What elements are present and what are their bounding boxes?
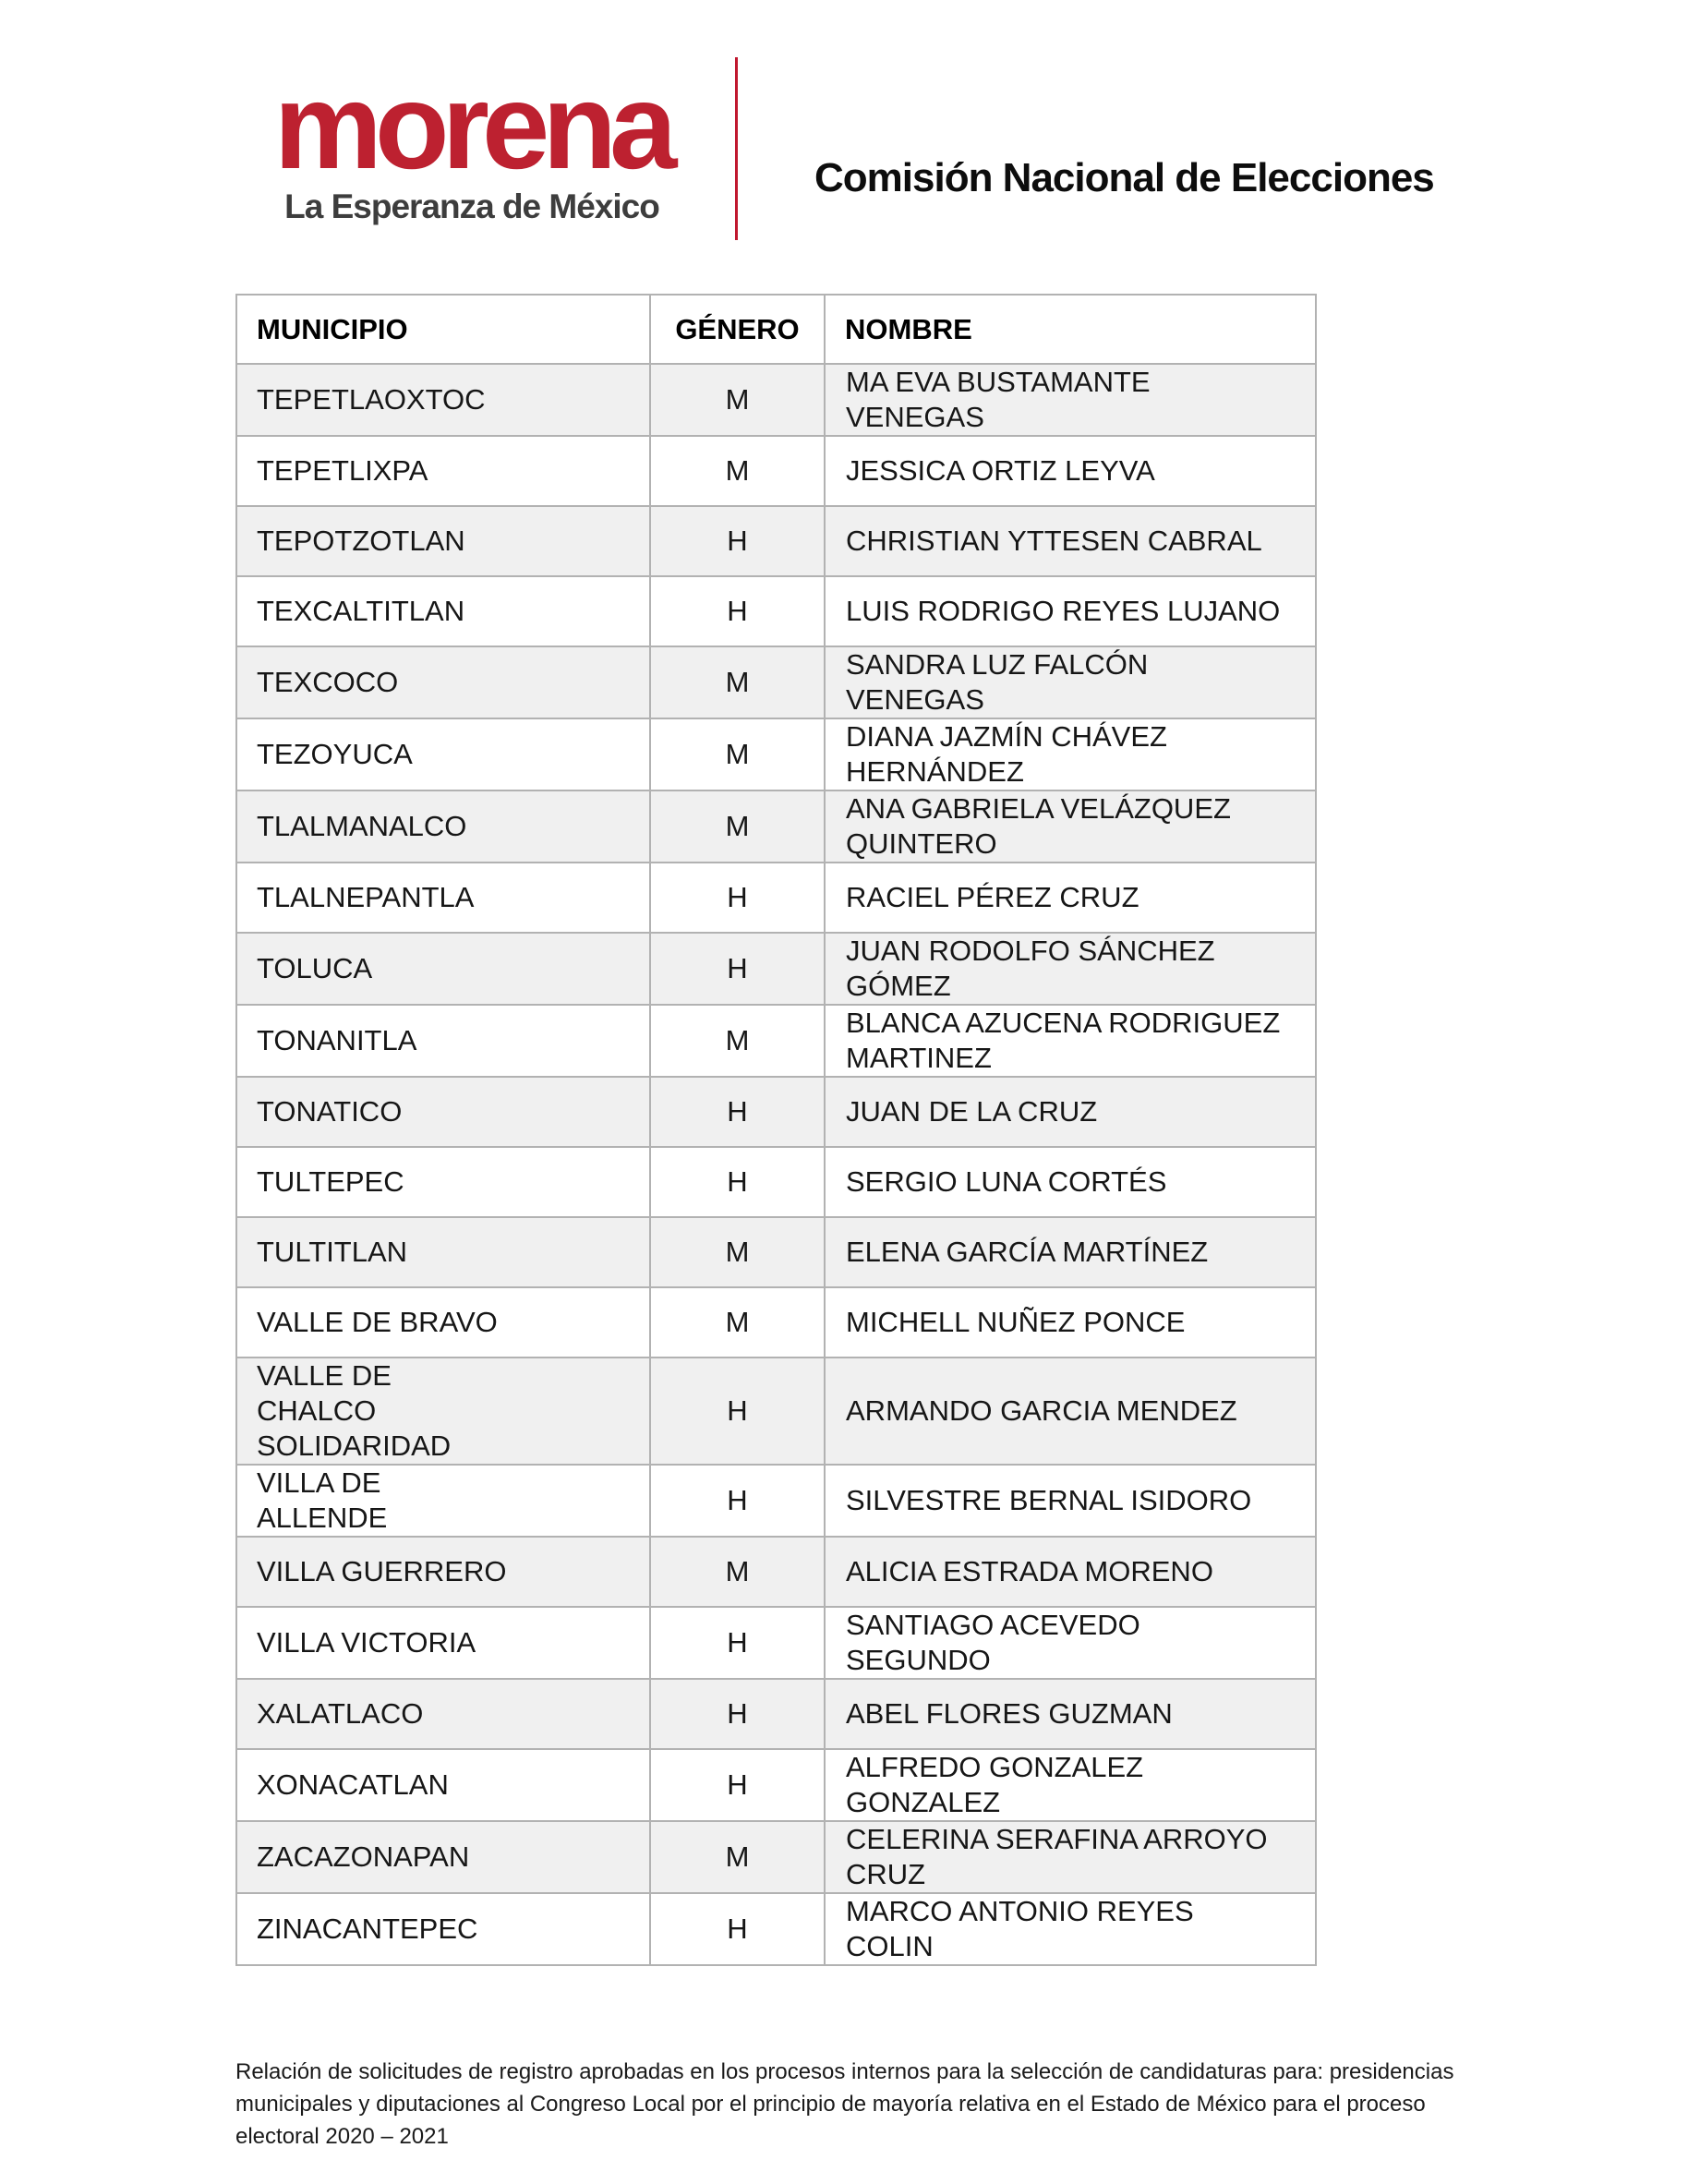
municipio-cell: TEPOTZOTLAN	[236, 506, 650, 576]
municipio-cell: TOLUCA	[236, 933, 650, 1005]
morena-logo	[273, 58, 670, 225]
nombre-cell: ALFREDO GONZALEZ GONZALEZ	[825, 1749, 1316, 1821]
table-row	[236, 1679, 1316, 1749]
genero-cell: H	[650, 863, 825, 933]
municipio-cell: TEPETLAOXTOC	[236, 364, 650, 436]
genero-cell: M	[650, 1287, 825, 1357]
nombre-cell: CELERINA SERAFINA ARROYO CRUZ	[825, 1821, 1316, 1893]
table-row	[236, 790, 1316, 863]
municipio-cell: TEXCALTITLAN	[236, 576, 650, 646]
nombre-cell: LUIS RODRIGO REYES LUJANO	[825, 576, 1316, 646]
nombre-cell: SERGIO LUNA CORTÉS	[825, 1147, 1316, 1217]
table-row	[236, 436, 1316, 506]
nombre-cell: MICHELL NUÑEZ PONCE	[825, 1287, 1316, 1357]
municipio-cell: VALLE DE BRAVO	[236, 1287, 650, 1357]
table-row	[236, 1607, 1316, 1679]
nombre-cell: MA EVA BUSTAMANTE VENEGAS	[825, 364, 1316, 436]
genero-cell: H	[650, 1893, 825, 1965]
municipio-cell: XALATLACO	[236, 1679, 650, 1749]
genero-cell: H	[650, 933, 825, 1005]
genero-cell: H	[650, 1679, 825, 1749]
table-body	[236, 364, 1316, 1965]
table-row	[236, 1893, 1316, 1965]
genero-cell: M	[650, 436, 825, 506]
brand-header	[0, 0, 1688, 277]
genero-cell: M	[650, 1005, 825, 1077]
genero-cell: H	[650, 1357, 825, 1465]
table-row	[236, 1357, 1316, 1465]
column-header-genero: GÉNERO	[650, 295, 825, 364]
municipio-cell: TLALNEPANTLA	[236, 863, 650, 933]
municipio-cell: VILLA GUERRERO	[236, 1537, 650, 1607]
footer-note: Relación de solicitudes de registro aprobadas en los procesos internos para la selección de candidaturas para: presidencias municipales y diputaciones al Congreso Local por el principio de mayoría relativa en el Estado de México para el proceso electoral 2020 – 2021	[235, 2059, 1454, 2149]
municipio-cell: VALLE DE CHALCO SOLIDARIDAD	[236, 1357, 650, 1465]
municipio-cell: TULTEPEC	[236, 1147, 650, 1217]
table-row	[236, 506, 1316, 576]
nombre-cell: SILVESTRE BERNAL ISIDORO	[825, 1465, 1316, 1537]
table-row	[236, 1005, 1316, 1077]
table-row	[236, 1147, 1316, 1217]
nombre-cell: CHRISTIAN YTTESEN CABRAL	[825, 506, 1316, 576]
municipio-cell: TULTITLAN	[236, 1217, 650, 1287]
genero-cell: H	[650, 1465, 825, 1537]
nombre-cell: JUAN DE LA CRUZ	[825, 1077, 1316, 1147]
table-row	[236, 1287, 1316, 1357]
genero-cell: H	[650, 1749, 825, 1821]
genero-cell: M	[650, 646, 825, 718]
table-row	[236, 933, 1316, 1005]
table-row	[236, 718, 1316, 790]
municipio-cell: TEZOYUCA	[236, 718, 650, 790]
nombre-cell: SANTIAGO ACEVEDO SEGUNDO	[825, 1607, 1316, 1679]
genero-cell: H	[650, 1077, 825, 1147]
municipio-cell: TONATICO	[236, 1077, 650, 1147]
morena-tagline: La Esperanza de México	[284, 187, 659, 225]
municipio-cell: TEXCOCO	[236, 646, 650, 718]
nombre-cell: BLANCA AZUCENA RODRIGUEZ MARTINEZ	[825, 1005, 1316, 1077]
nombre-cell: ANA GABRIELA VELÁZQUEZ QUINTERO	[825, 790, 1316, 863]
genero-cell: H	[650, 506, 825, 576]
genero-cell: M	[650, 364, 825, 436]
nombre-cell: ALICIA ESTRADA MORENO	[825, 1537, 1316, 1607]
column-header-nombre: NOMBRE	[825, 295, 1316, 364]
nombre-cell: JUAN RODOLFO SÁNCHEZ GÓMEZ	[825, 933, 1316, 1005]
genero-cell: H	[650, 1147, 825, 1217]
table-row	[236, 1217, 1316, 1287]
page-title: Comisión Nacional de Elecciones	[814, 155, 1434, 201]
column-header-municipio: MUNICIPIO	[236, 295, 650, 364]
nombre-cell: DIANA JAZMÍN CHÁVEZ HERNÁNDEZ	[825, 718, 1316, 790]
nombre-cell: ELENA GARCÍA MARTÍNEZ	[825, 1217, 1316, 1287]
table-row	[236, 364, 1316, 436]
header-divider	[735, 57, 738, 240]
nombre-cell: ABEL FLORES GUZMAN	[825, 1679, 1316, 1749]
table-row	[236, 863, 1316, 933]
genero-cell: M	[650, 1821, 825, 1893]
table-row	[236, 1821, 1316, 1893]
morena-wordmark: morena	[273, 58, 670, 194]
nombre-cell: RACIEL PÉREZ CRUZ	[825, 863, 1316, 933]
genero-cell: M	[650, 1537, 825, 1607]
genero-cell: M	[650, 1217, 825, 1287]
table-row	[236, 1077, 1316, 1147]
municipio-cell: ZINACANTEPEC	[236, 1893, 650, 1965]
genero-cell: H	[650, 576, 825, 646]
municipio-cell: TEPETLIXPA	[236, 436, 650, 506]
table-row	[236, 1749, 1316, 1821]
table-header-row	[236, 295, 1316, 364]
table-row	[236, 1537, 1316, 1607]
table-row	[236, 1465, 1316, 1537]
municipio-cell: VILLA DE ALLENDE	[236, 1465, 650, 1537]
table-row	[236, 576, 1316, 646]
nombre-cell: ARMANDO GARCIA MENDEZ	[825, 1357, 1316, 1465]
municipio-cell: TONANITLA	[236, 1005, 650, 1077]
municipio-cell: XONACATLAN	[236, 1749, 650, 1821]
nombre-cell: JESSICA ORTIZ LEYVA	[825, 436, 1316, 506]
table-row	[236, 646, 1316, 718]
candidates-table	[235, 294, 1317, 1966]
municipio-cell: TLALMANALCO	[236, 790, 650, 863]
municipio-cell: ZACAZONAPAN	[236, 1821, 650, 1893]
table-wrap	[235, 294, 1317, 1966]
genero-cell: M	[650, 790, 825, 863]
municipio-cell: VILLA VICTORIA	[236, 1607, 650, 1679]
genero-cell: M	[650, 718, 825, 790]
nombre-cell: MARCO ANTONIO REYES COLIN	[825, 1893, 1316, 1965]
genero-cell: H	[650, 1607, 825, 1679]
nombre-cell: SANDRA LUZ FALCÓN VENEGAS	[825, 646, 1316, 718]
